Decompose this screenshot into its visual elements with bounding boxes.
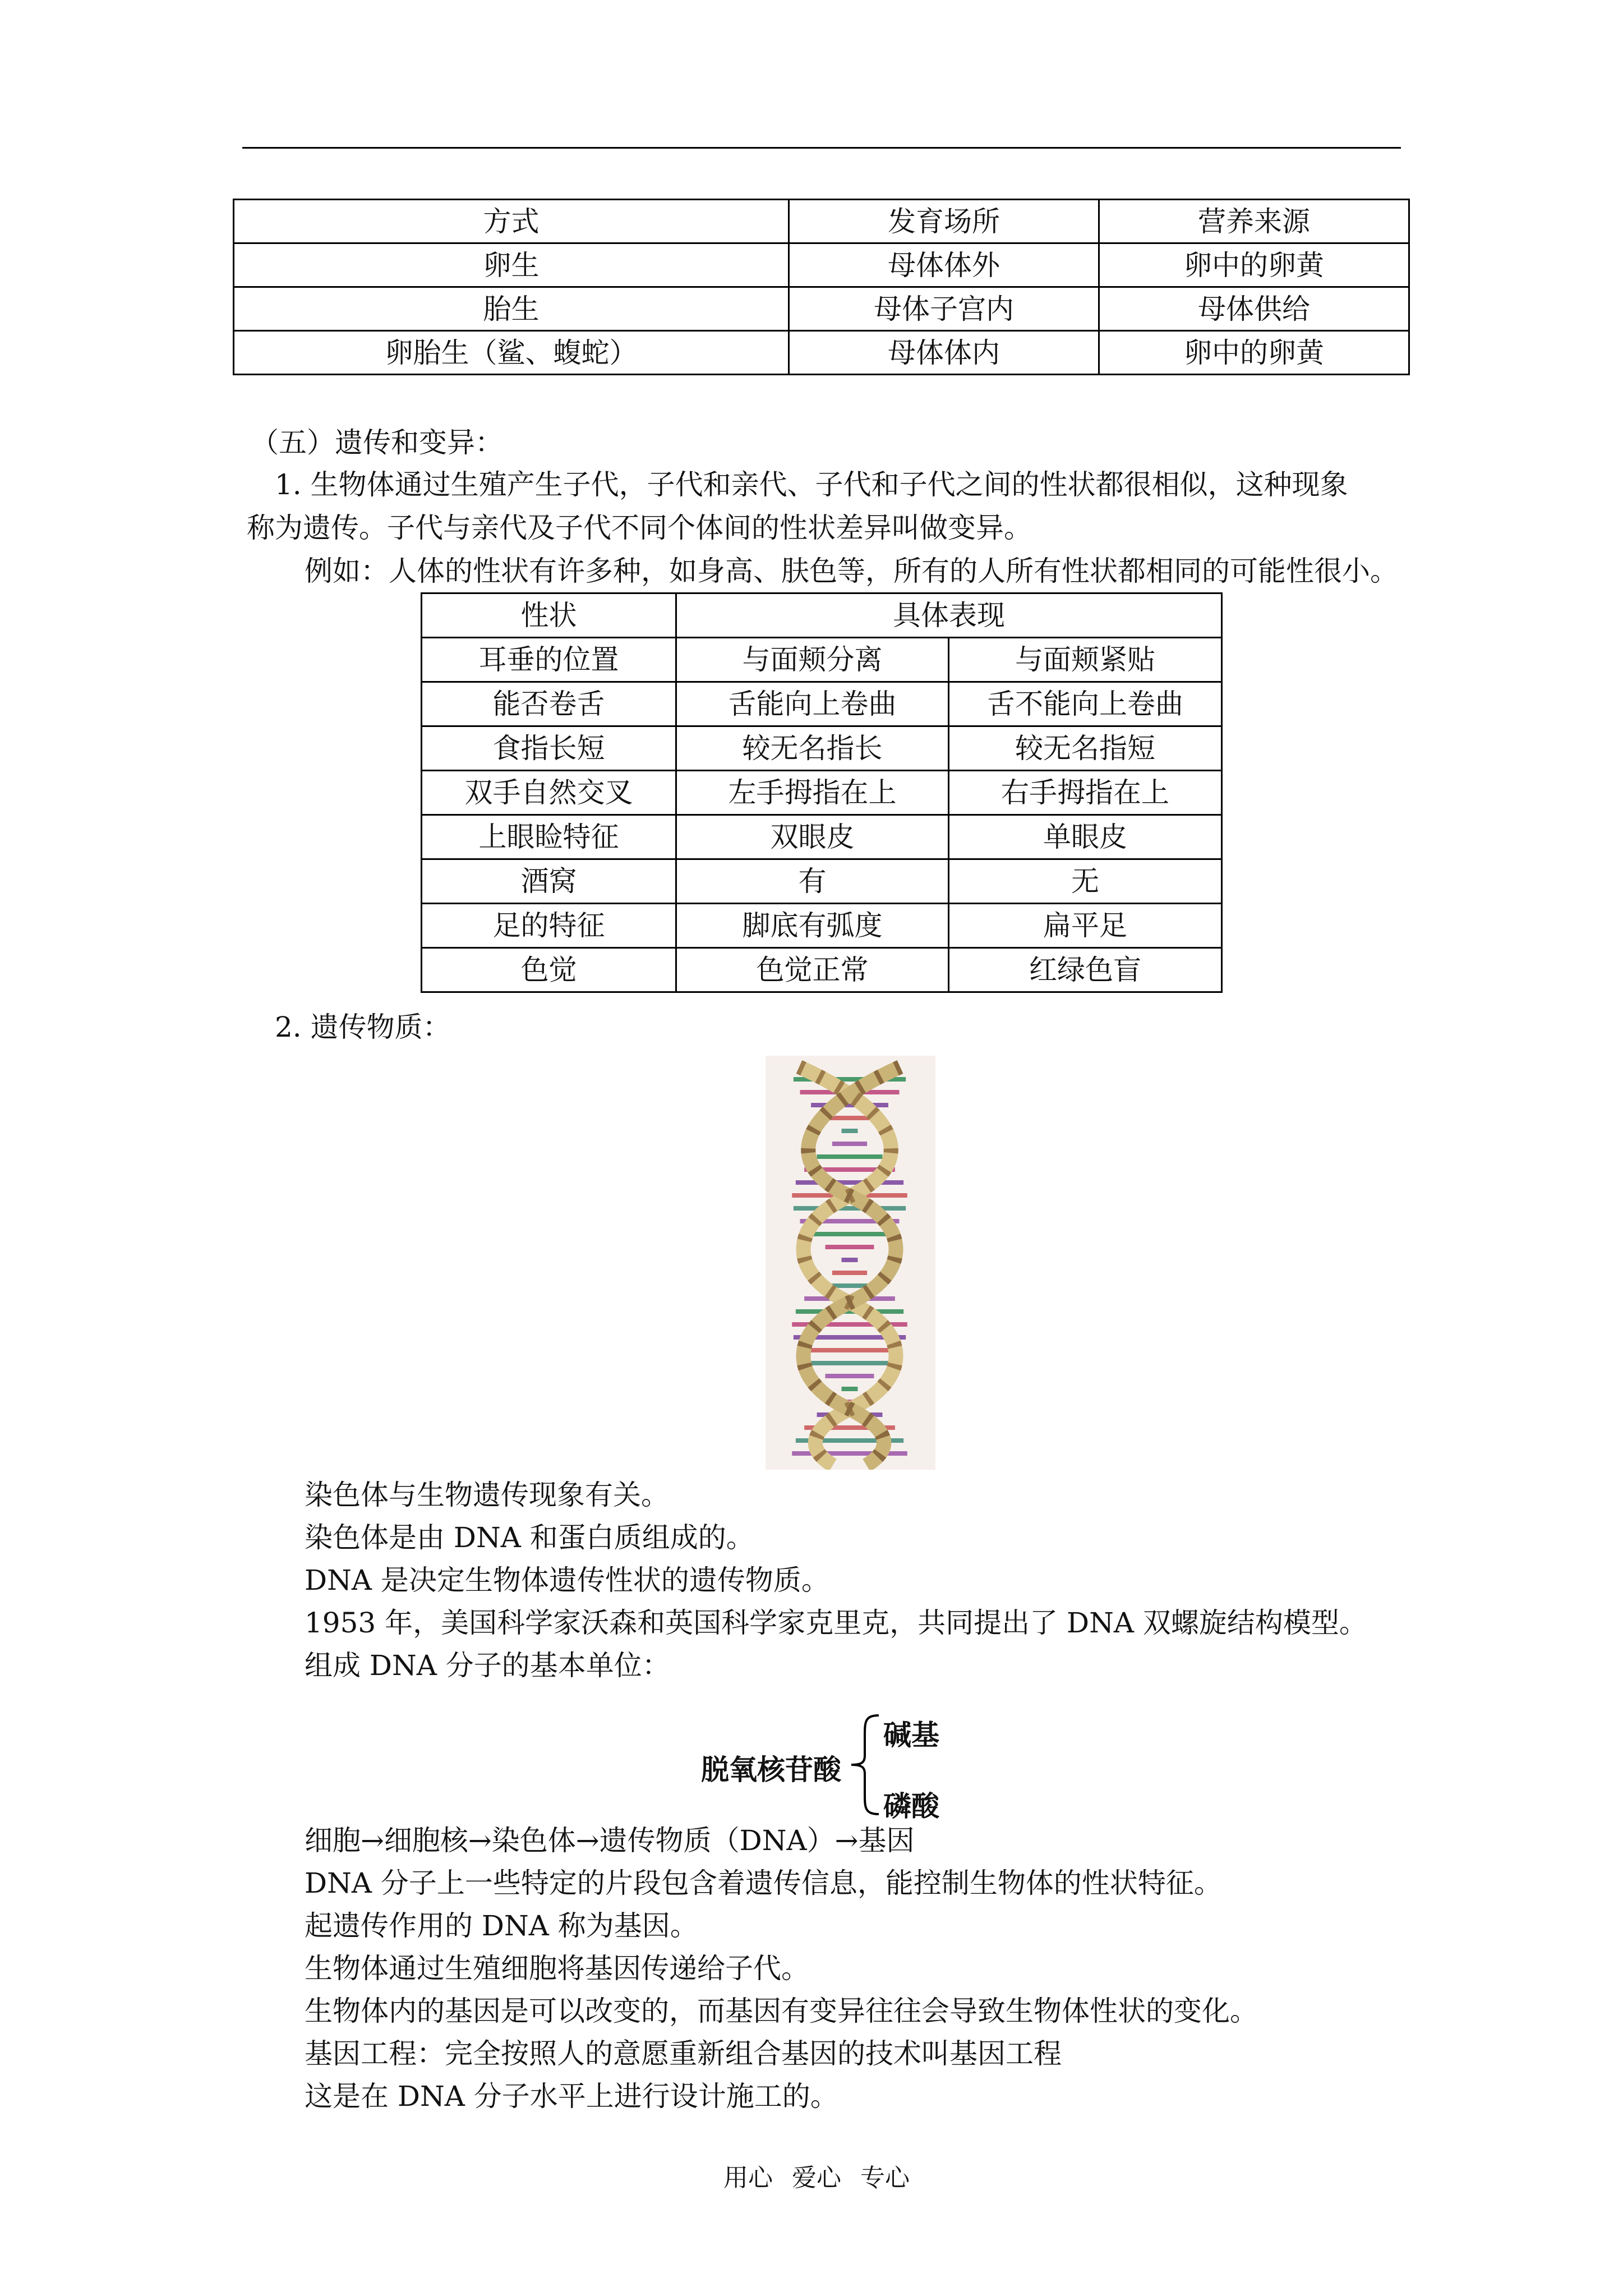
text-line: 染色体是由 DNA 和蛋白质组成的。 (305, 1521, 754, 1554)
traits-table (421, 592, 1223, 993)
table-header-cell: 具体表现 (676, 593, 1222, 638)
dna-double-helix-image (766, 1056, 935, 1470)
table-cell: 卵胎生（鲨、蝮蛇） (234, 331, 789, 375)
table-cell: 色觉 (422, 948, 676, 992)
table-cell: 扁平足 (949, 904, 1222, 948)
base-pair-rung (842, 1129, 858, 1133)
table-cell: 与面颊紧贴 (949, 638, 1222, 682)
table-row (422, 771, 1222, 815)
section-heading: （五）遗传和变异： (251, 426, 503, 459)
page-footer: 用心 爱心 专心 (723, 2164, 910, 2192)
table-cell: 耳垂的位置 (422, 638, 676, 682)
table-cell: 卵中的卵黄 (1099, 243, 1409, 287)
text-line: 染色体与生物遗传现象有关。 (305, 1479, 669, 1511)
base-pair-rung (832, 1142, 867, 1146)
table-cell: 母体子宫内 (789, 287, 1099, 331)
table-row (422, 904, 1222, 948)
table-cell: 无 (949, 859, 1222, 904)
table-row (422, 859, 1222, 904)
nucleotide-brace-diagram (701, 1705, 981, 1823)
table-row (422, 726, 1222, 771)
table-header-cell: 发育场所 (789, 200, 1099, 243)
item2-heading: 2. 遗传物质： (275, 1011, 451, 1043)
table-cell: 有 (676, 859, 949, 904)
base-pair-rung (794, 1206, 906, 1211)
paragraph-line: 1. 生物体通过生殖产生子代，子代和亲代、子代和子代之间的性状都很相似，这种现象 (275, 468, 1348, 501)
table-row (422, 948, 1222, 992)
base-pair-rung (842, 1387, 858, 1391)
table-cell: 右手拇指在上 (949, 771, 1222, 815)
table-row (422, 638, 1222, 682)
table-header-cell: 方式 (234, 200, 789, 243)
table-cell: 较无名指短 (949, 726, 1222, 771)
text-line: 生物体内的基因是可以改变的，而基因有变异往往会导致生物体性状的变化。 (305, 1995, 1258, 2027)
paragraph-line: 称为遗传。子代与亲代及子代不同个体间的性状差异叫做变异。 (247, 512, 1032, 544)
table-header-row (422, 593, 1222, 638)
left-brace-icon (848, 1711, 882, 1818)
table-row (234, 287, 1409, 331)
table-cell: 左手拇指在上 (676, 771, 949, 815)
table-cell: 足的特征 (422, 904, 676, 948)
base-pair-rung (792, 1451, 907, 1456)
header-rule (242, 147, 1401, 149)
table-cell: 舌能向上卷曲 (676, 682, 949, 726)
base-pair-rung (817, 1154, 883, 1159)
table-cell: 舌不能向上卷曲 (949, 682, 1222, 726)
table-cell: 母体体内 (789, 331, 1099, 375)
table-row (234, 331, 1409, 375)
text-line: 生物体通过生殖细胞将基因传递给子代。 (305, 1952, 809, 1985)
table-cell: 与面颊分离 (676, 638, 949, 682)
example-line: 例如：人体的性状有许多种，如身高、肤色等，所有的人所有性状都相同的可能性很小。 (305, 555, 1398, 587)
table-cell: 色觉正常 (676, 948, 949, 992)
reproduction-table (233, 199, 1410, 375)
text-line: 细胞→细胞核→染色体→遗传物质（DNA）→基因 (305, 1824, 915, 1857)
table-cell: 红绿色盲 (949, 948, 1222, 992)
table-cell: 双手自然交叉 (422, 771, 676, 815)
table-cell: 脚底有弧度 (676, 904, 949, 948)
text-line: 这是在 DNA 分子水平上进行设计施工的。 (305, 2080, 838, 2113)
table-header-cell: 营养来源 (1099, 200, 1409, 243)
table-cell: 能否卷舌 (422, 682, 676, 726)
brace-bottom-label: 磷酸 (883, 1789, 939, 1823)
table-cell: 双眼皮 (676, 815, 949, 859)
table-row (234, 243, 1409, 287)
base-pair-rung (826, 1245, 874, 1249)
table-cell: 母体体外 (789, 243, 1099, 287)
text-line: DNA 是决定生物体遗传性状的遗传物质。 (305, 1564, 829, 1596)
table-cell: 母体供给 (1099, 287, 1409, 331)
table-cell: 较无名指长 (676, 726, 949, 771)
table-row (422, 682, 1222, 726)
table-cell: 卵生 (234, 243, 789, 287)
table-cell: 食指长短 (422, 726, 676, 771)
text-line: DNA 分子上一些特定的片段包含着遗传信息，能控制生物体的性状特征。 (305, 1867, 1222, 1899)
text-line: 组成 DNA 分子的基本单位： (305, 1649, 670, 1682)
text-line: 起遗传作用的 DNA 称为基因。 (305, 1910, 698, 1942)
base-pair-rung (842, 1258, 858, 1262)
base-pair-rung (811, 1103, 888, 1107)
table-cell: 卵中的卵黄 (1099, 331, 1409, 375)
table-cell: 胎生 (234, 287, 789, 331)
dna-helix-illustration (766, 1056, 935, 1470)
base-pair-rung (811, 1361, 888, 1365)
base-pair-rung (832, 1271, 867, 1275)
table-cell: 酒窝 (422, 859, 676, 904)
table-cell: 单眼皮 (949, 815, 1222, 859)
brace-main-label: 脱氧核苷酸 (701, 1753, 841, 1786)
base-pair-rung (826, 1374, 874, 1378)
text-line: 1953 年，美国科学家沃森和英国科学家克里克，共同提出了 DNA 双螺旋结构模型。 (305, 1607, 1367, 1639)
base-pair-rung (796, 1180, 903, 1185)
base-pair-rung (800, 1348, 900, 1352)
text-line: 基因工程：完全按照人的意愿重新组合基因的技术叫基因工程 (305, 2037, 1062, 2070)
table-header-cell: 性状 (422, 593, 676, 638)
table-row (422, 815, 1222, 859)
table-header-row (234, 200, 1409, 243)
base-pair-rung (811, 1232, 888, 1236)
brace-top-label: 碱基 (883, 1718, 939, 1751)
table-cell: 上眼睑特征 (422, 815, 676, 859)
